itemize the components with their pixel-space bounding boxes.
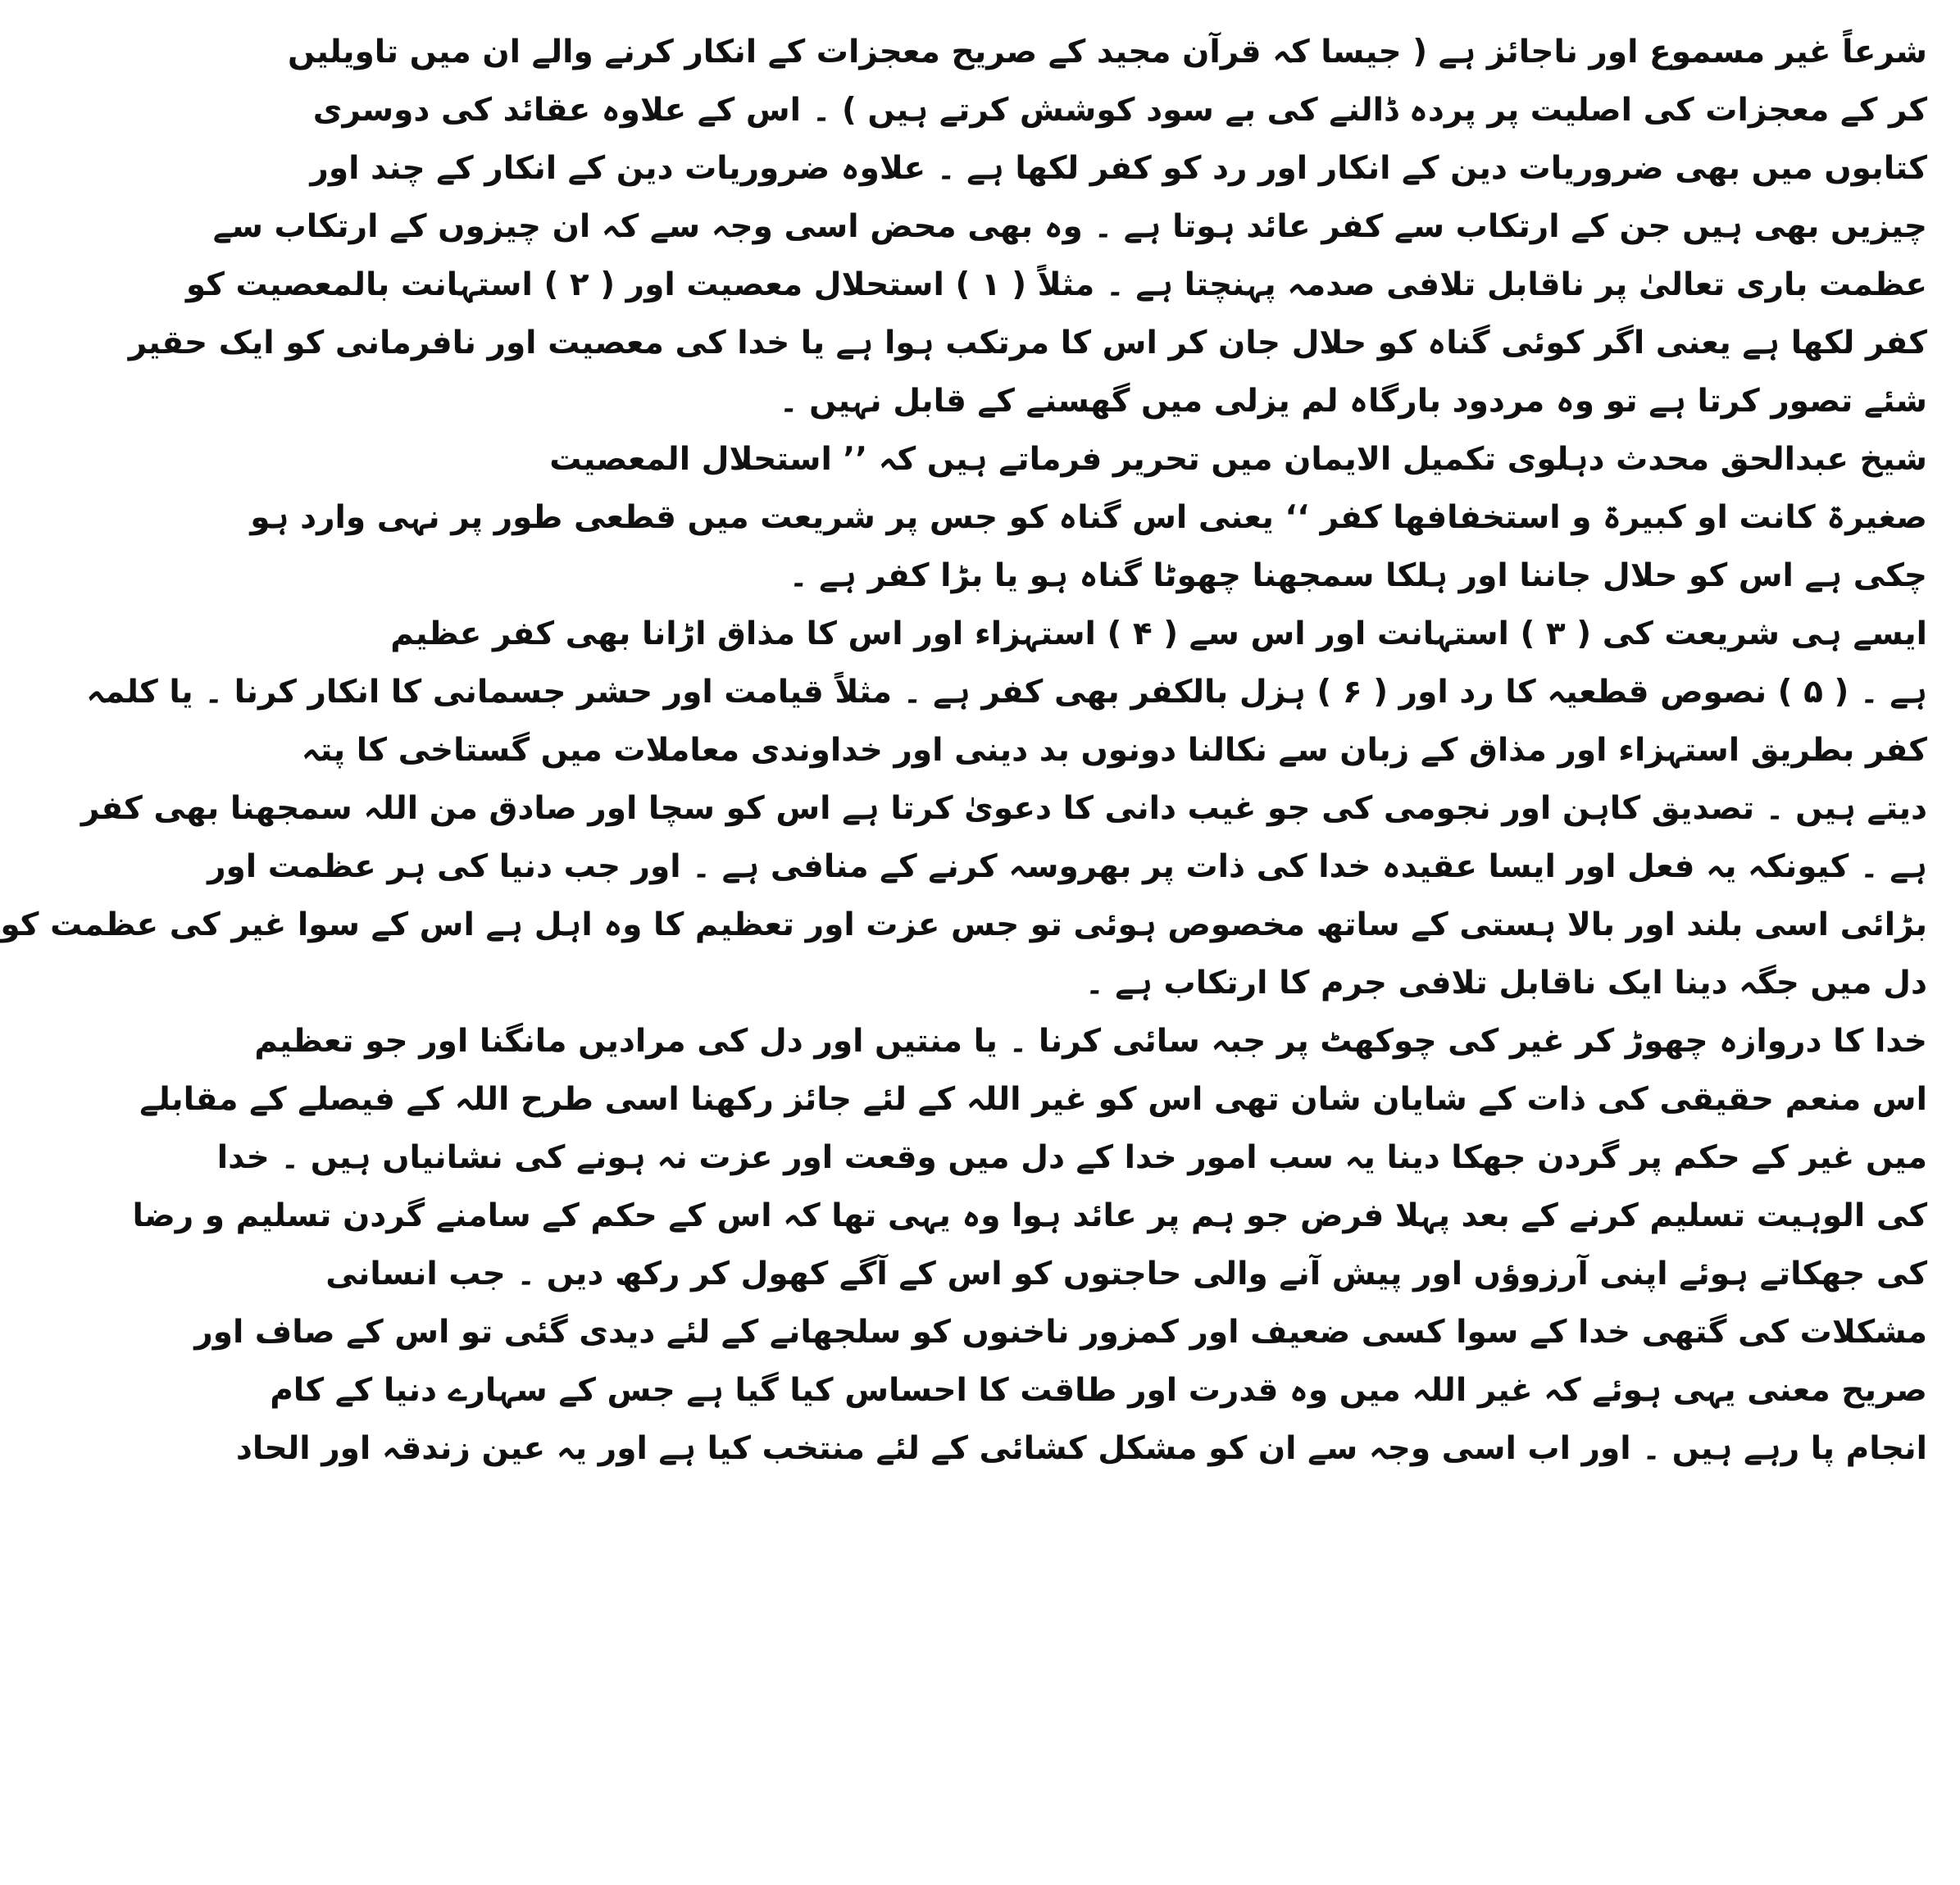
text-line: خدا کا دروازہ چھوڑ کر غیر کی چوکھٹ پر جبہ سائی کرنا ۔ یا منتیں اور دل کی مرادیں مانگنا اور جو تعظیم: [254, 1023, 1927, 1060]
text-line: بڑائی اسی بلند اور بالا ہستی کے ساتھ مخصوص ہوئی تو جس عزت اور تعظیم کا وہ اہل ہے اس کے سوا غیر کی عظمت کو: [0, 906, 1927, 943]
text-line: کفر بطریق استہزاء اور مذاق کے زبان سے نکالنا دونوں بد دینی اور خداوندی معاملات میں گستاخی کا پتہ: [301, 732, 1927, 769]
text-line: کتابوں میں بھی ضروریات دین کے انکار اور رد کو کفر لکھا ہے ۔ علاوہ ضروریات دین کے انکار کے چند اور: [310, 150, 1927, 187]
paragraph-3: [0, 605, 1927, 1012]
text-line: کی جھکاتے ہوئے اپنی آرزوؤں اور پیش آنے والی حاجتوں کو اس کے آگے کھول کر رکھ دیں ۔ جب انسانی: [325, 1256, 1927, 1292]
paragraph-2: [250, 430, 1927, 605]
text-line: عظمت باری تعالیٰ پر ناقابل تلافی صدمہ پہنچتا ہے ۔ مثلاً ( ۱ ) استحلال معصیت اور ( ۲ ) استہانت بالمعصیت کو: [185, 266, 1927, 303]
text-line: کفر لکھا ہے یعنی اگر کوئی گناہ کو حلال جان کر اس کا مرتکب ہوا ہے یا خدا کی معصیت اور نافرمانی کو ایک حقیر: [128, 325, 1927, 361]
text-line: ایسے ہی شریعت کی ( ۳ ) استہانت اور اس سے ( ۴ ) استہزاء اور اس کا مذاق اڑانا بھی کفر عظیم: [390, 615, 1927, 652]
text-line: چکی ہے اس کو حلال جاننا اور ہلکا سمجھنا چھوٹا گناہ ہو یا بڑا کفر ہے ۔: [789, 557, 1927, 594]
paragraph-1: [128, 23, 1927, 430]
text-line: شیخ عبدالحق محدث دہلوی تکمیل الایمان میں تحریر فرماتے ہیں کہ ’’ استحلال المعصیت: [549, 441, 1927, 478]
text-line: میں غیر کے حکم پر گردن جھکا دینا یہ سب امور خدا کے دل میں وقعت اور عزت نہ ہونے کی نشانیاں ہیں ۔ خدا: [216, 1139, 1927, 1176]
text-line: کر کے معجزات کی اصلیت پر پردہ ڈالنے کی بے سود کوشش کرتے ہیں ) ۔ اس کے علاوہ عقائد کی دوسری: [312, 92, 1927, 129]
paragraph-4: [132, 1012, 1927, 1478]
text-line: شرعاً غیر مسموع اور ناجائز ہے ( جیسا کہ قرآن مجید کے صریح معجزات کے انکار کرنے والے ان میں تاویلیں: [287, 34, 1927, 70]
text-line: ہے ۔ کیونکہ یہ فعل اور ایسا عقیدہ خدا کی ذات پر بھروسہ کرنے کے منافی ہے ۔ اور جب دنیا کی ہر عظمت اور: [207, 848, 1927, 885]
text-line: صغیرۃ کانت او کبیرۃ و استخفافھا کفر ‘‘ یعنی اس گناہ کو جس پر شریعت میں قطعی طور پر نہی وارد ہو: [250, 499, 1927, 536]
text-line: مشکلات کی گتھی خدا کے سوا کسی ضعیف اور کمزور ناخنوں کو سلجھانے کے لئے دیدی گئی تو اس کے صاف اور: [194, 1314, 1927, 1351]
text-line: کی الوہیت تسلیم کرنے کے بعد پہلا فرض جو ہم پر عائد ہوا وہ یہی تھا کہ اس کے حکم کے سامنے گردن تسلیم و رضا: [132, 1197, 1927, 1234]
text-line: شئے تصور کرتا ہے تو وہ مردود بارگاہ لم یزلی میں گھسنے کے قابل نہیں ۔: [779, 383, 1927, 420]
document-page: [0, 23, 1927, 1852]
text-line: صریح معنی یہی ہوئے کہ غیر اللہ میں وہ قدرت اور طاقت کا احساس کیا گیا ہے جس کے سہارے دنیا کے کام: [270, 1372, 1927, 1409]
text-line: ہے ۔ ( ۵ ) نصوص قطعیہ کا رد اور ( ۶ ) ہزل بالکفر بھی کفر ہے ۔ مثلاً قیامت اور حشر جسمانی کا انکار کرنا ۔ یا کلمہ: [86, 674, 1927, 711]
text-line: اس منعم حقیقی کی ذات کے شایان شان تھی اس کو غیر اللہ کے لئے جائز رکھنا اسی طرح اللہ کے فیصلے کے مقابلے: [139, 1081, 1927, 1118]
text-line: چیزیں بھی ہیں جن کے ارتکاب سے کفر عائد ہوتا ہے ۔ وہ بھی محض اسی وجہ سے کہ ان چیزوں کے ارتکاب سے: [212, 208, 1927, 245]
text-line: انجام پا رہے ہیں ۔ اور اب اسی وجہ سے ان کو مشکل کشائی کے لئے منتخب کیا ہے اور یہ عین زندقہ اور الحاد: [235, 1430, 1927, 1467]
text-line: دل میں جگہ دینا ایک ناقابل تلافی جرم کا ارتکاب ہے ۔: [1085, 965, 1927, 1002]
text-line: دیتے ہیں ۔ تصدیق کاہن اور نجومی کی جو غیب دانی کا دعویٰ کرتا ہے اس کو سچا اور صادق من اللہ سمجھنا بھی کفر: [80, 790, 1927, 827]
